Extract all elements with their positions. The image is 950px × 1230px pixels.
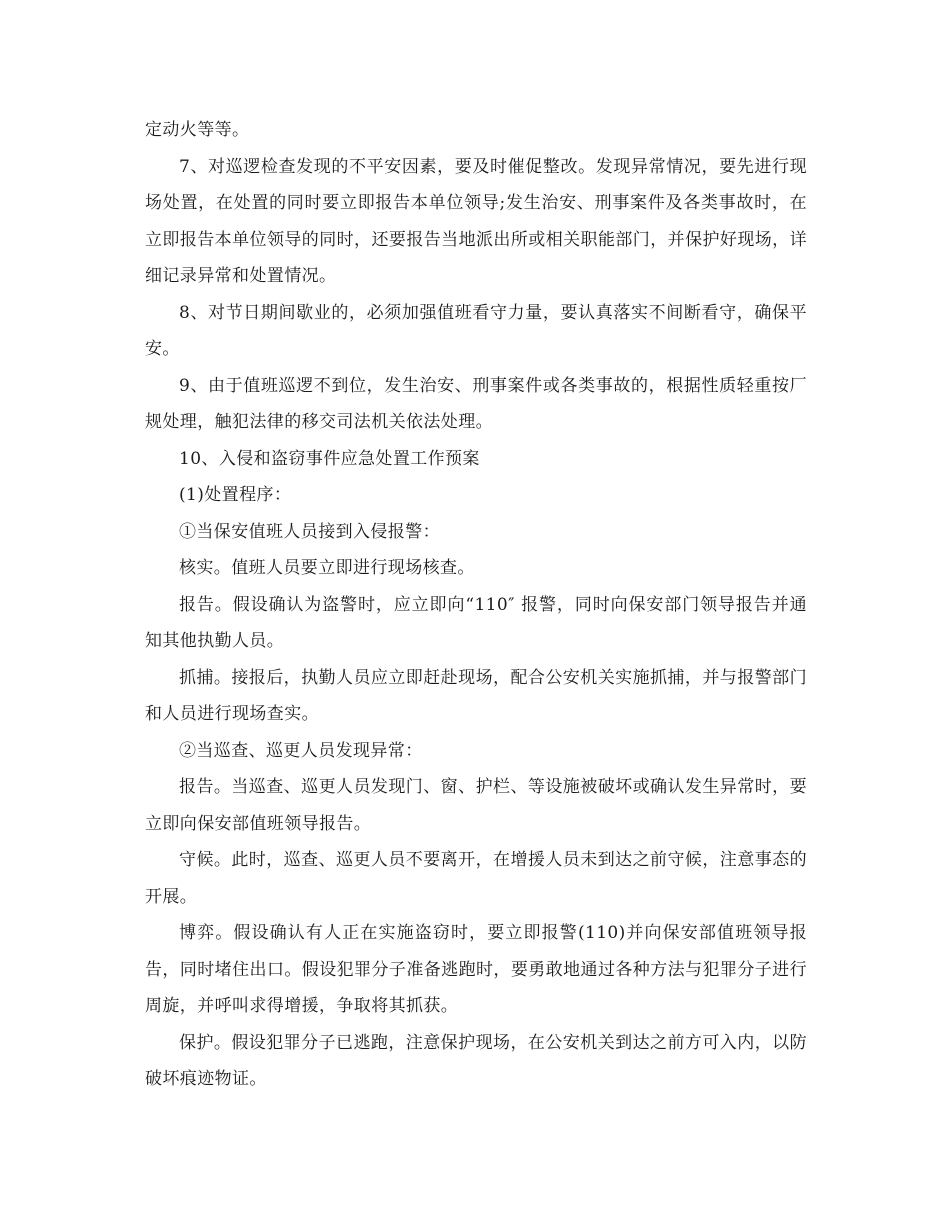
document-body: [145, 112, 807, 1098]
paragraph-stand-guard: 守候。此时，巡查、巡更人员不要离开，在增援人员未到达之前守候，注意事态的开展。: [145, 850, 807, 907]
subheading-procedure: (1)处置程序：: [179, 485, 292, 505]
paragraph-arrest: 抓捕。接报后，执勤人员应立即赶赴现场，配合公安机关实施抓捕，并与报警部门和人员进行现场查实。: [145, 667, 807, 724]
paragraph-patrol-report: 报告。当巡查、巡更人员发现门、窗、护栏、等设施被破坏或确认发生异常时，要立即向保安部值班领导报告。: [145, 777, 807, 834]
paragraph-item-8: 8、对节日期间歇业的，必须加强值班看守力量，要认真落实不间断看守，确保平安。: [145, 302, 807, 359]
subheading-patrol-anomaly: ②当巡查、巡更人员发现异常：: [179, 740, 423, 761]
paragraph-protect-scene: 保护。假设犯罪分子已逃跑，注意保护现场，在公安机关到达之前方可入内，以防破坏痕迹物证。: [145, 1032, 807, 1089]
paragraph-item-7: 7、对巡逻检查发现的不平安因素，要及时催促整改。发现异常情况，要先进行现场处置，在处置的同时要立即报告本单位领导;发生治安、刑事案件及各类事故时，在立即报告本单位领导的同时，还要报告当地派出所或相关职能部门，并保护好现场，详细记录异常和处置情况。: [145, 156, 807, 286]
paragraph-verify: 核实。值班人员要立即进行现场核查。: [179, 558, 475, 578]
paragraph-confront: 博弈。假设确认有人正在实施盗窃时，要立即报警(110)并向保安部值班领导报告，同时堵住出口。假设犯罪分子准备逃跑时，要勇敢地通过各种方法与犯罪分子进行周旋，并呼叫求得增援，争取将其抓获。: [145, 923, 807, 1016]
subheading-intrusion-alarm: ①当保安值班人员接到入侵报警：: [179, 521, 440, 542]
section-heading-item-10: 10、入侵和盗窃事件应急处置工作预案: [179, 448, 480, 469]
paragraph-continuation: 定动火等等。: [145, 120, 250, 140]
paragraph-item-9: 9、由于值班巡逻不到位，发生治安、刑事案件或各类事故的，根据性质轻重按厂规处理，触犯法律的移交司法机关依法处理。: [145, 375, 807, 432]
paragraph-report: 报告。假设确认为盗警时，应立即向“110″ 报警，同时向保安部门领导报告并通知其他执勤人员。: [145, 594, 807, 651]
